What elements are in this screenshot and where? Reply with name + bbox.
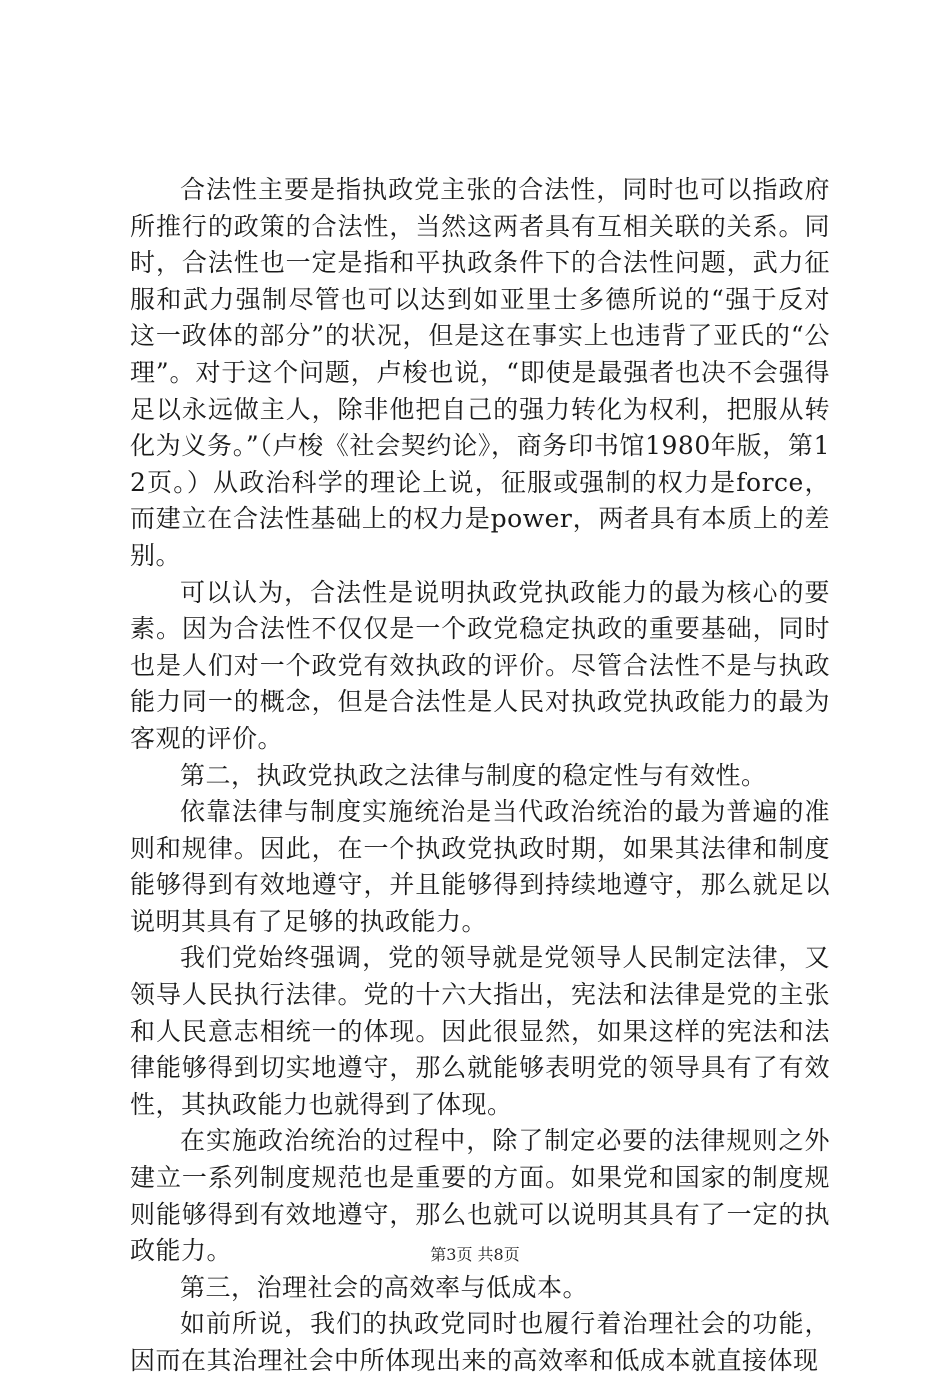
document-body [130, 172, 830, 1380]
heading-second-point: 第二，执政党执政之法律与制度的稳定性与有效性。 [180, 760, 767, 790]
paragraph-party-leadership: 我们党始终强调，党的领导就是党领导人民制定法律，又领导人民执行法律。党的十六大指出，宪法和法律是党的主张和人民意志相统一的体现。因此很显然，如果这样的宪法和法律能够得到切实地遵守，那么就能够表明党的领导具有了有效性，其执政能力也就得到了体现。 [130, 943, 830, 1119]
page-number-footer: 第3页 共8页 [430, 1245, 520, 1264]
paragraph-institutional-norms: 在实施政治统治的过程中，除了制定必要的法律规则之外建立一系列制度规范也是重要的方面。如果党和国家的制度规则能够得到有效地遵守，那么也就可以说明其具有了一定的执政能力。 [130, 1126, 830, 1266]
heading-third-point: 第三，治理社会的高效率与低成本。 [180, 1272, 589, 1302]
paragraph-legitimacy: 合法性主要是指执政党主张的合法性，同时也可以指政府所推行的政策的合法性，当然这两者具有互相关联的关系。同时，合法性也一定是指和平执政条件下的合法性问题，武力征服和武力强制尽管也可以达到如亚里士多德所说的“强于反对这一政体的部分”的状况，但是这在事实上也违背了亚氏的“公理”。对于这个问题，卢梭也说，“即使是最强者也决不会强得足以永远做主人，除非他把自己的强力转化为权利，把服从转化为义务。”（卢梭《社会契约论》，商务印书馆1980年版，第12页。）从政治科学的理论上说，征服或强制的权力是force，而建立在合法性基础上的权力是power，两者具有本质上的差别。 [130, 175, 830, 570]
paragraph-law-and-system: 依靠法律与制度实施统治是当代政治统治的最为普遍的准则和规律。因此，在一个执政党执政时期，如果其法律和制度能够得到有效地遵守，并且能够得到持续地遵守，那么就足以说明其具有了足够的执政能力。 [130, 797, 830, 936]
paragraph-core-element: 可以认为，合法性是说明执政党执政能力的最为核心的要素。因为合法性不仅仅是一个政党稳定执政的重要基础，同时也是人们对一个政党有效执政的评价。尽管合法性不是与执政能力同一的概念，但是合法性是人民对执政党执政能力的最为客观的评价。 [130, 577, 830, 753]
paragraph-governance-efficiency: 如前所说，我们的执政党同时也履行着治理社会的功能，因而在其治理社会中所体现出来的高效率和低成本就直接体现 [130, 1309, 830, 1375]
